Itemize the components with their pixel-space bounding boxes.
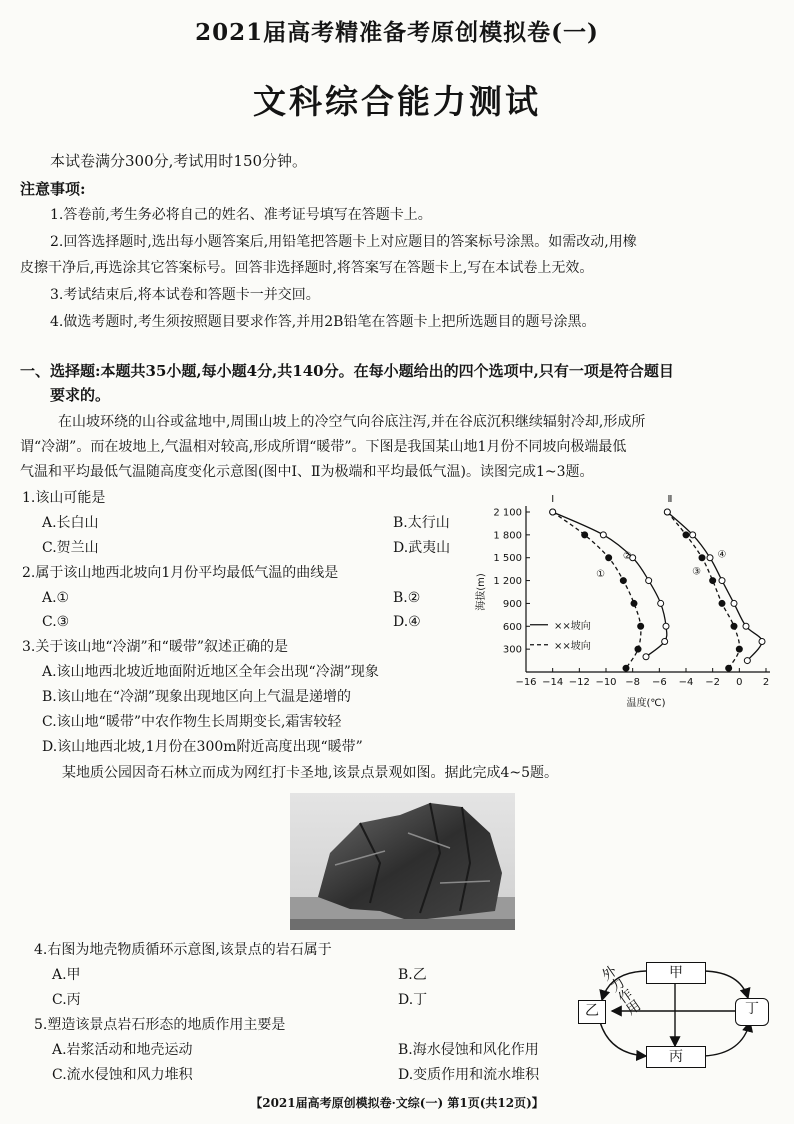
question-4-option-c: C.丙	[52, 992, 81, 1008]
data-point	[707, 555, 713, 561]
curve-label: ④	[717, 549, 727, 561]
x-tick-label: −14	[542, 677, 564, 688]
notice-heading: 注意事项:	[20, 180, 86, 198]
notice-item: 1.答卷前,考生务必将自己的姓名、准考证号填写在答题卡上。	[50, 207, 432, 223]
data-point	[736, 646, 742, 652]
question-5-option-d: D.变质作用和流水堆积	[398, 1067, 540, 1083]
question-5-option-b: B.海水侵蚀和风化作用	[398, 1042, 539, 1058]
data-point	[620, 578, 626, 584]
legend-label: ××坡向	[554, 640, 591, 652]
notice-item: 皮擦干净后,再选涂其它答案标号。回答非选择题时,将答案写在答题卡上,写在本试卷上无效。	[20, 260, 594, 276]
data-point	[663, 623, 669, 629]
cycle-arrow-label: 外力作用	[599, 963, 645, 1019]
question-3-option-d: D.该山地西北坡,1月份在300m附近高度出现“暖带”	[42, 739, 363, 755]
cycle-node-jia: 甲	[646, 962, 706, 984]
data-point	[699, 555, 705, 561]
data-point	[582, 532, 588, 538]
cycle-node-bing: 丙	[646, 1046, 706, 1068]
data-point	[710, 578, 716, 584]
question-5-option-a: A.岩浆活动和地壳运动	[52, 1042, 193, 1058]
y-tick-label: 1 200	[493, 576, 522, 588]
series-line	[667, 512, 739, 668]
data-point	[646, 578, 652, 584]
question-2-stem: 2.属于该山地西北坡向1月份平均最低气温的曲线是	[22, 565, 339, 581]
question-1-stem: 1.该山可能是	[22, 490, 106, 506]
x-tick-label: −12	[568, 677, 590, 688]
question-5-option-c: C.流水侵蚀和风力堆积	[52, 1067, 193, 1083]
series-line	[553, 512, 667, 657]
data-point	[606, 555, 612, 561]
group-label: Ⅱ	[667, 494, 673, 505]
question-1-option-c: C.贺兰山	[42, 540, 99, 556]
page-footer: 【2021届高考原创模拟卷·文综(一) 第1页(共12页)】	[250, 1096, 544, 1110]
question-4-option-b: B.乙	[398, 967, 427, 983]
y-tick-label: 1 500	[493, 553, 522, 565]
curve-label: ③	[692, 566, 702, 578]
question-2-option-b: B.②	[393, 590, 421, 606]
curve-label: ①	[596, 568, 606, 580]
y-axis-label: 海拔(m)	[476, 573, 487, 611]
rock-photo	[290, 793, 515, 930]
question-3-option-c: C.该山地“暖带”中农作物生长周期变长,霜害较轻	[42, 714, 342, 730]
question-1-option-a: A.长白山	[42, 515, 99, 531]
question-4-option-a: A.甲	[52, 967, 81, 983]
data-point	[600, 532, 606, 538]
section-heading: 一、选择题:本题共35小题,每小题4分,共140分。在每小题给出的四个选项中,只有一项是符合题目	[20, 362, 674, 380]
question-3-stem: 3.关于该山地“冷湖”和“暖带”叙述正确的是	[22, 639, 288, 655]
question-3-option-b: B.该山地在“冷湖”现象出现地区向上气温是递增的	[42, 689, 352, 705]
data-point	[726, 665, 732, 671]
question-4-stem: 4.右图为地壳物质循环示意图,该景点的岩石属于	[34, 942, 332, 958]
x-tick-label: −16	[515, 677, 537, 688]
x-tick-label: −4	[678, 677, 694, 688]
x-tick-label: −2	[705, 677, 721, 688]
question-2-option-a: A.①	[42, 590, 70, 606]
question-4-option-d: D.丁	[398, 992, 428, 1008]
x-axis-label: 温度(℃)	[626, 698, 666, 709]
data-point	[731, 623, 737, 629]
question-2-option-d: D.④	[393, 614, 421, 630]
score-line: 本试卷满分300分,考试用时150分钟。	[50, 152, 308, 170]
intro-paragraph: 谓“冷湖”。而在坡地上,气温相对较高,形成所谓“暖带”。下图是我国某山地1月份不同坡向极端最低	[20, 439, 627, 455]
data-point	[638, 623, 644, 629]
notice-item: 2.回答选择题时,选出每小题答案后,用铅笔把答题卡上对应题目的答案标号涂黑。如需改动,用橡	[50, 234, 637, 250]
group-label: Ⅰ	[551, 494, 555, 505]
data-point	[664, 509, 670, 515]
section-heading: 要求的。	[50, 386, 111, 404]
curve-label: ②	[622, 551, 632, 563]
paper-title: 2021届高考精准备考原创模拟卷(一)	[195, 19, 599, 46]
cycle-node-yi: 乙	[578, 1000, 606, 1024]
y-tick-label: 300	[502, 644, 522, 656]
y-tick-label: 2 100	[493, 507, 522, 519]
data-point	[719, 600, 725, 606]
data-point	[719, 578, 725, 584]
data-point	[550, 509, 556, 515]
data-point	[690, 532, 696, 538]
y-tick-label: 600	[502, 621, 522, 633]
data-point	[743, 623, 749, 629]
data-point	[662, 639, 668, 645]
question-1-option-b: B.太行山	[393, 515, 450, 531]
question-2-option-c: C.③	[42, 614, 70, 630]
data-point	[643, 654, 649, 660]
x-tick-label: 0	[736, 677, 743, 688]
data-point	[759, 639, 765, 645]
data-point	[683, 532, 689, 538]
legend-label: ××坡向	[554, 620, 591, 632]
question-3-option-a: A.该山地西北坡近地面附近地区全年会出现“冷湖”现象	[42, 664, 379, 680]
question-1-option-d: D.武夷山	[393, 540, 451, 556]
x-tick-label: 2	[762, 677, 770, 688]
data-point	[658, 600, 664, 606]
intro-paragraph: 在山坡环绕的山谷或盆地中,周围山坡上的冷空气向谷底注泻,并在谷底沉积继续辐射冷却,形成所	[58, 414, 646, 430]
question-5-stem: 5.塑造该景点岩石形态的地质作用主要是	[34, 1017, 286, 1033]
data-point	[731, 600, 737, 606]
notice-item: 3.考试结束后,将本试卷和答题卡一并交回。	[50, 287, 320, 303]
notice-item: 4.做选考题时,考生须按照题目要求作答,并用2B铅笔在答题卡上把所选题目的题号涂黑。	[50, 314, 596, 330]
y-tick-label: 1 800	[493, 530, 522, 542]
temperature-altitude-chart	[470, 490, 780, 720]
data-point	[744, 658, 750, 664]
intro-45: 某地质公园因奇石林立而成为网红打卡圣地,该景点景观如图。据此完成4~5题。	[62, 765, 558, 781]
y-tick-label: 900	[502, 598, 522, 610]
data-point	[635, 646, 641, 652]
main-title: 文科综合能力测试	[253, 82, 541, 121]
x-tick-label: −8	[625, 677, 641, 688]
intro-paragraph: 气温和平均最低气温随高度变化示意图(图中Ⅰ、Ⅱ为极端和平均最低气温)。读图完成1~3题。	[20, 464, 594, 480]
x-tick-label: −6	[651, 677, 667, 688]
data-point	[631, 600, 637, 606]
series-line	[667, 512, 762, 661]
cycle-node-ding: 丁	[735, 998, 769, 1026]
data-point	[623, 665, 629, 671]
x-tick-label: −10	[595, 677, 617, 688]
